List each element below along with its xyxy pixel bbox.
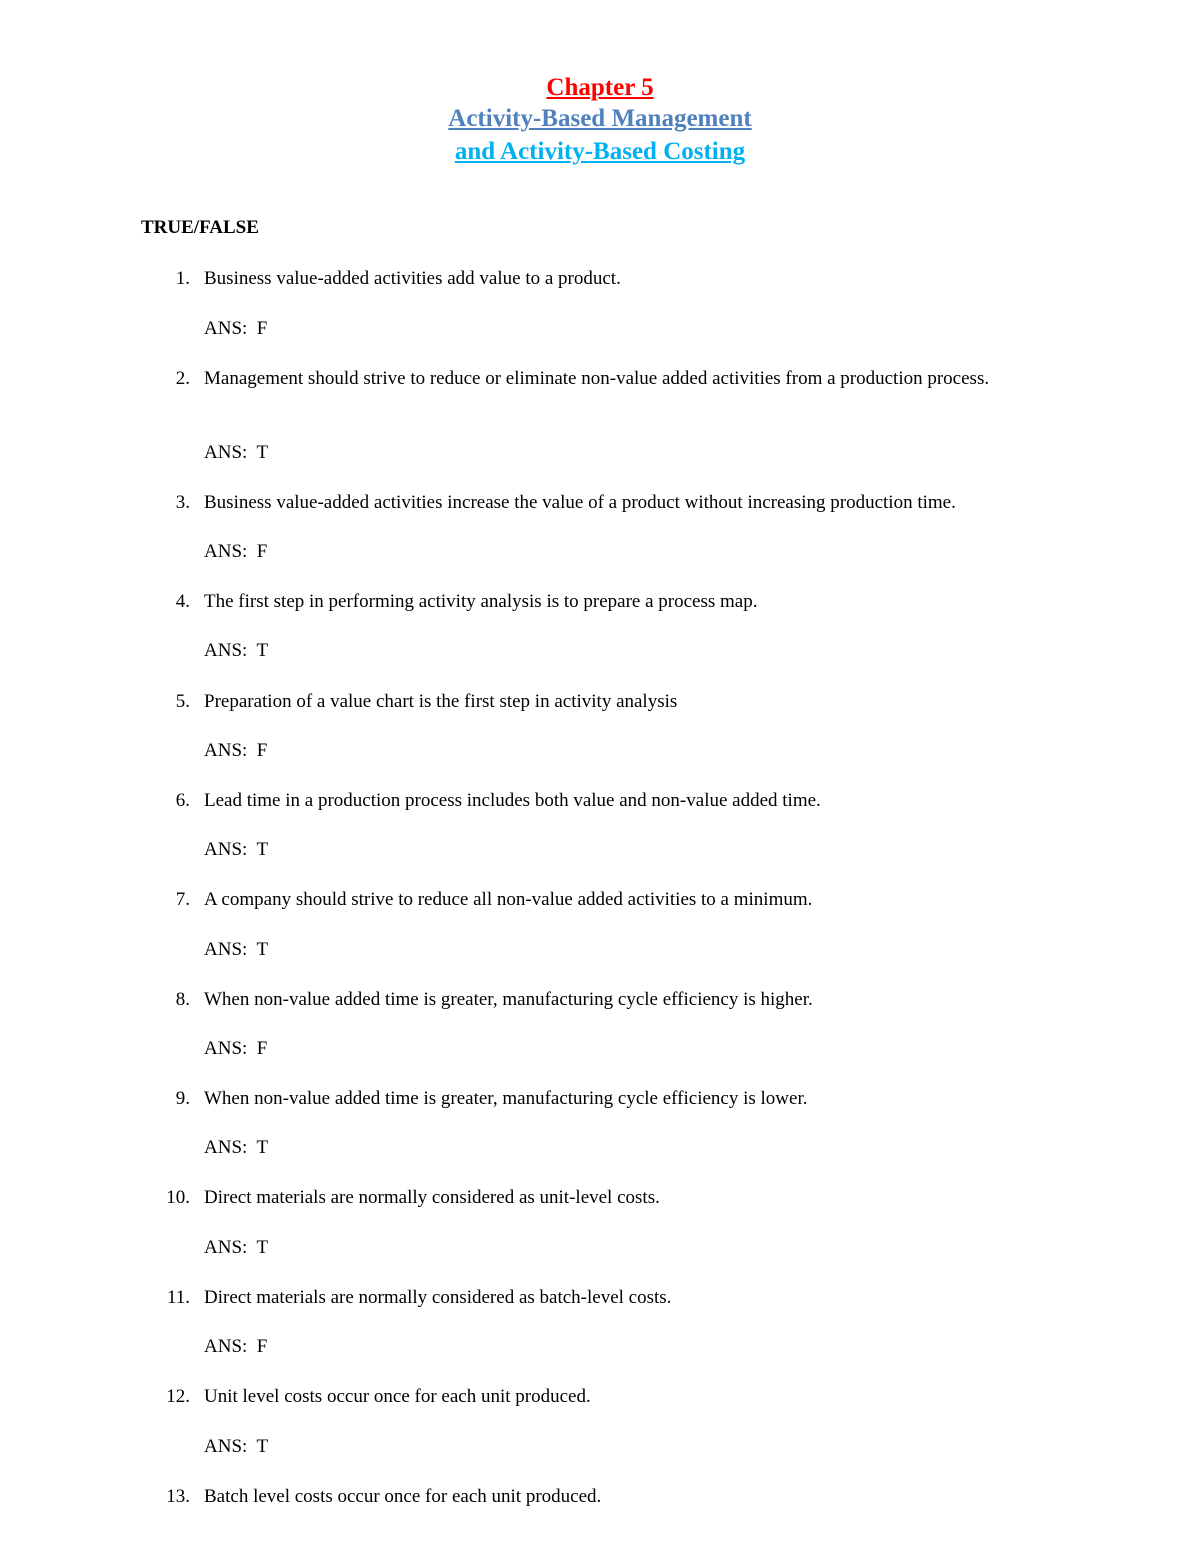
section-title: TRUE/FALSE bbox=[141, 217, 259, 238]
chapter-heading: Chapter 5 bbox=[546, 74, 654, 101]
answer: ANS: F bbox=[204, 1336, 268, 1357]
question-text: Direct materials are normally considered as batch-level costs. bbox=[204, 1287, 672, 1308]
question-text: Direct materials are normally considered as unit-level costs. bbox=[204, 1187, 660, 1208]
question-text: Management should strive to reduce or eliminate non-value added activities from a production process. bbox=[204, 368, 990, 389]
answer: ANS: T bbox=[204, 1436, 269, 1457]
question-text: Business value-added activities increase the value of a product without increasing production time. bbox=[204, 492, 956, 513]
question-text: Preparation of a value chart is the first step in activity analysis bbox=[204, 691, 678, 712]
title-line-2: and Activity-Based Costing bbox=[454, 138, 746, 165]
question-number: 2. bbox=[175, 368, 190, 389]
question-text: When non-value added time is greater, manufacturing cycle efficiency is higher. bbox=[204, 989, 813, 1010]
question-text: When non-value added time is greater, manufacturing cycle efficiency is lower. bbox=[204, 1088, 808, 1109]
title-line-1: Activity-Based Management bbox=[448, 105, 752, 132]
question-number: 6. bbox=[175, 790, 190, 811]
answer: ANS: T bbox=[204, 640, 269, 661]
answer: ANS: T bbox=[204, 442, 269, 463]
answer: ANS: F bbox=[204, 541, 268, 562]
question-text: Lead time in a production process includes both value and non-value added time. bbox=[204, 790, 821, 811]
answer: ANS: F bbox=[204, 318, 268, 339]
question-number: 13. bbox=[166, 1486, 190, 1507]
question-number: 4. bbox=[175, 591, 190, 612]
answer: ANS: T bbox=[204, 839, 269, 860]
question-text: A company should strive to reduce all non-value added activities to a minimum. bbox=[204, 889, 813, 910]
question-number: 5. bbox=[175, 691, 190, 712]
question-number: 1. bbox=[175, 268, 190, 289]
answer: ANS: T bbox=[204, 939, 269, 960]
answer: ANS: F bbox=[204, 1038, 268, 1059]
question-text: Unit level costs occur once for each unit produced. bbox=[204, 1386, 591, 1407]
question-number: 9. bbox=[175, 1088, 190, 1109]
answer: ANS: T bbox=[204, 1137, 269, 1158]
question-number: 7. bbox=[175, 889, 190, 910]
question-text: The first step in performing activity analysis is to prepare a process map. bbox=[204, 591, 758, 612]
question-number: 3. bbox=[175, 492, 190, 513]
question-number: 11. bbox=[166, 1287, 190, 1308]
question-text: Business value-added activities add value to a product. bbox=[204, 268, 621, 289]
question-number: 8. bbox=[175, 989, 190, 1010]
answer: ANS: F bbox=[204, 740, 268, 761]
answer: ANS: T bbox=[204, 1237, 269, 1258]
question-number: 12. bbox=[166, 1386, 190, 1407]
question-number: 10. bbox=[166, 1187, 190, 1208]
question-text: Batch level costs occur once for each unit produced. bbox=[204, 1486, 602, 1507]
